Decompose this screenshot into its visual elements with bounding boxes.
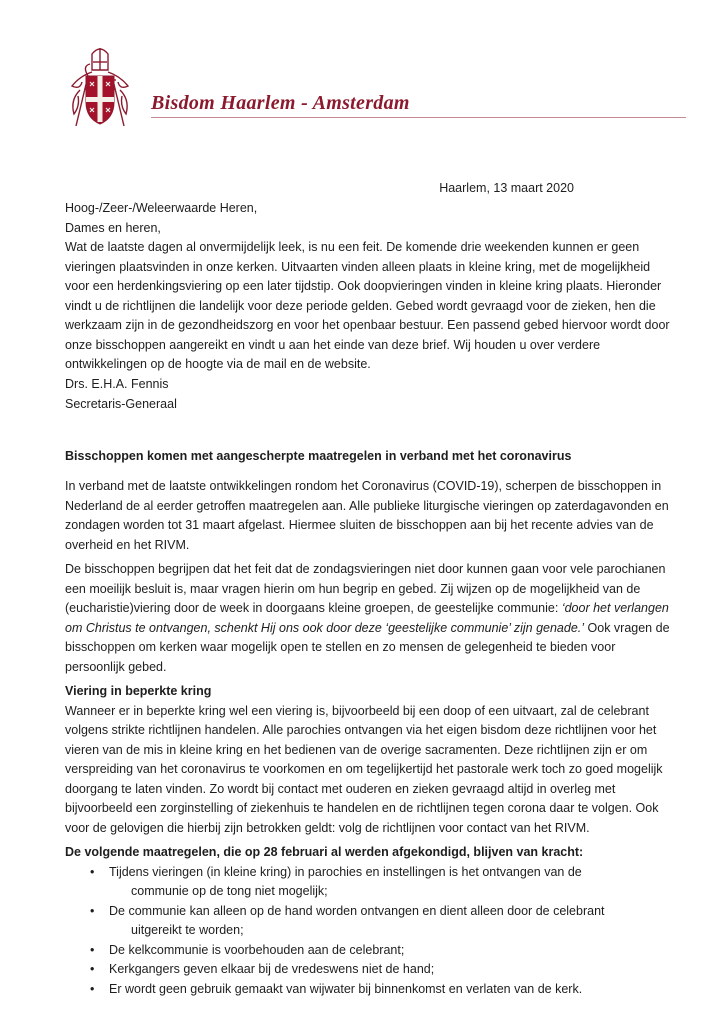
measures-section bbox=[65, 843, 677, 999]
signature-block bbox=[65, 375, 677, 414]
limited-celebration-text: Wanneer er in beperkte kring wel een viering is, bijvoorbeeld bij een doop of een uitvaart, zal de celebrant volgens strikte richtlijnen handelen. Alle parochies ontvangen via het eigen bisdom deze richtlijnen voor het vieren van de mis in kleine kring en het bedienen van de overige sacramenten. Deze richtlijnen zijn er om verspreiding van het coronavirus te voorkomen en om tegelijkertijd het pastorale werk toch zo goed mogelijk doorgang te laten vinden. Zo wordt bij contact met ouderen en zieken gevraagd altijd in overleg met bijvoorbeeld een zorginstelling of ziekenhuis te handelen en de richtlijnen tegen corona daar te volgen. Ook voor de gelovigen die hierbij zijn betrokken geldt: volg de richtlijnen voor contact van het RIVM. bbox=[65, 703, 663, 835]
section-heading-measures: De volgende maatregelen, die op 28 februari al werden afgekondigd, blijven van kracht: bbox=[65, 845, 584, 859]
limited-celebration-section bbox=[65, 682, 677, 838]
list-item bbox=[65, 960, 677, 980]
article-paragraph-2-text bbox=[65, 560, 677, 677]
spiritual-communion-quote: ‘door het verlangen om Christus te ontvangen, schenkt Hij ons ook door deze ‘geestelijke communie’ zijn genade.’ bbox=[65, 601, 669, 635]
letter-date: Haarlem, 13 maart 2020 bbox=[439, 181, 574, 195]
measure-text-continued: communie op de tong niet mogelijk; bbox=[131, 884, 328, 898]
bullet-icon: • bbox=[90, 981, 95, 996]
bullet-icon: • bbox=[90, 903, 95, 918]
intro-text: Wat de laatste dagen al onvermijdelijk leek, is nu een feit. De komende drie weekenden kunnen er geen vieringen plaatsvinden in onze kerken. Uitvaarten vinden alleen plaats in kleine kring, met de mogelijkheid voor een herdenkingsviering op een later tijdstip. Ook doopvieringen vinden in kleine kring plaats. Hieronder vindt u de richtlijnen die landelijk voor deze periode gelden. Gebed wordt gevraagd voor de zieken, hen die werkzaam zijn in de gezondheidszorg en voor het openbaar bestuur. Een passend gebed hiervoor wordt door onze bisschoppen aangereikt en vindt u aan het einde van deze brief. Wij houden u over verdere ontwikkelingen op de hoogte via de mail en de website. bbox=[65, 240, 670, 371]
measure-text: Er wordt geen gebruik gemaakt van wijwater bij binnenkomst en verlaten van de kerk. bbox=[109, 981, 583, 996]
header-divider bbox=[151, 117, 686, 118]
paragraph-2-part-1: De bisschoppen begrijpen dat het feit dat de zondagsvieringen niet door kunnen gaan voor vele parochianen een moeilijk besluit is, maar vragen hierin om hun begrip en gebed. Zij wijzen op de mogelijkheid van de (eucharistie)viering door de week in doorgaans kleine groepen, de geestelijke communie: bbox=[65, 562, 666, 615]
list-item bbox=[65, 941, 677, 961]
salutation-line-1: Hoog-/Zeer-/Weleerwaarde Heren, bbox=[65, 201, 258, 215]
measure-text: De communie kan alleen op de hand worden ontvangen en dient alleen door de celebrant bbox=[109, 903, 605, 918]
article-paragraph-1-text: In verband met de laatste ontwikkelingen rondom het Coronavirus (COVID-19), scherpen de bisschoppen in Nederland de al eerder getroffen maatregelen aan. Alle publieke liturgische vieringen op zaterdagavonden en zondagen worden tot 31 maart afgelast. Hiermee sluiten de bisschoppen aan bij het recente advies van de overheid en het RIVM. bbox=[65, 479, 669, 552]
list-item bbox=[65, 863, 677, 902]
article-heading: Bisschoppen komen met aangescherpte maatregelen in verband met het coronavirus bbox=[65, 449, 572, 463]
list-item bbox=[65, 902, 677, 941]
salutation bbox=[65, 199, 677, 238]
bullet-icon: • bbox=[90, 962, 95, 976]
organization-name: Bisdom Haarlem - Amsterdam bbox=[151, 92, 410, 114]
measure-text-continued: uitgereikt te worden; bbox=[131, 923, 244, 937]
section-heading-limited-celebration: Viering in beperkte kring bbox=[65, 684, 212, 698]
signatory-name: Drs. E.H.A. Fennis bbox=[65, 377, 169, 391]
list-item bbox=[65, 980, 677, 1000]
article-paragraph-2 bbox=[65, 560, 677, 677]
measures-list bbox=[65, 863, 677, 1000]
measure-text: Tijdens vieringen (in kleine kring) in parochies en instellingen is het ontvangen van de bbox=[109, 864, 582, 879]
intro-paragraph bbox=[65, 238, 677, 375]
paragraph-2-part-2: Ook vragen de bisschoppen om kerken waar mogelijk open te stellen en zo mensen de gelegenheid te bieden voor persoonlijk gebed. bbox=[65, 620, 670, 674]
salutation-line-2: Dames en heren, bbox=[65, 220, 161, 235]
signatory-title: Secretaris-Generaal bbox=[65, 396, 177, 411]
bullet-icon: • bbox=[90, 864, 95, 879]
measure-text: De kelkcommunie is voorbehouden aan de celebrant; bbox=[109, 942, 405, 957]
article-paragraph-1 bbox=[65, 477, 677, 555]
measure-text: Kerkgangers geven elkaar bij de vredeswens niet de hand; bbox=[109, 962, 435, 976]
bullet-icon: • bbox=[90, 942, 95, 957]
diocese-coat-of-arms-icon bbox=[60, 42, 140, 130]
